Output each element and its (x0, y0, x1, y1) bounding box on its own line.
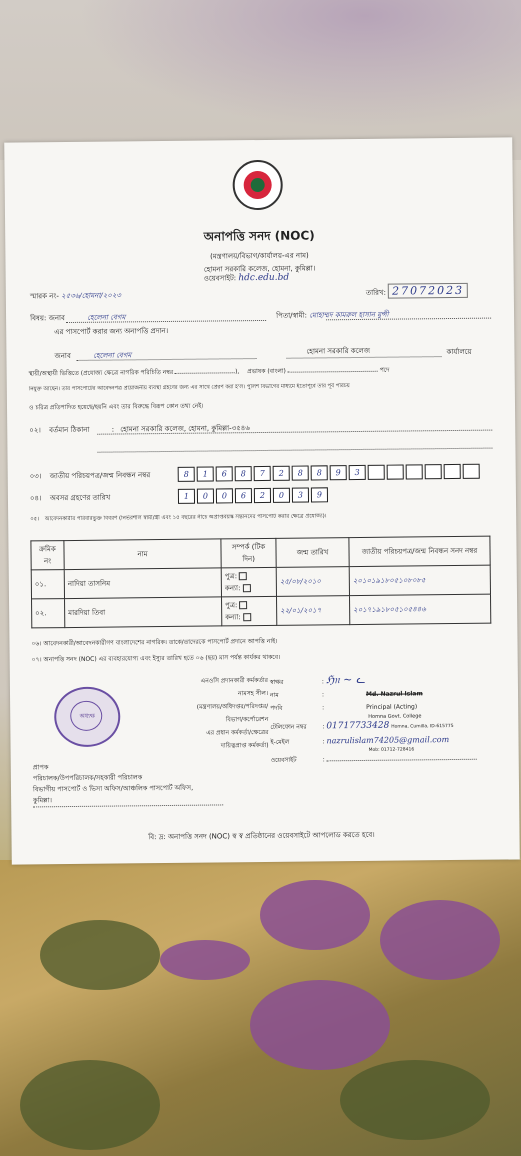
footer-note: বি: দ্র: অনাপত্তি সনদ (NOC) স্ব স্ব প্রতিষ্ঠানের ওয়েবসাইটে আপলোড করতে হবে। (148, 830, 375, 842)
body-line2-c: পদে (379, 366, 390, 374)
digit-box: 1 (197, 467, 214, 482)
row-name: মারদিয়া তিবা (65, 597, 222, 628)
digit-box (406, 464, 423, 479)
line (327, 759, 477, 762)
retire-row (30, 492, 110, 505)
name-value: Md. Nazrul Islam (365, 690, 423, 698)
row-id: ২০১০১৯১৮০৫১০৮০৮৫ (349, 565, 490, 595)
recipient-line: কুমিল্লা। (33, 793, 223, 807)
digit-box: 8 (178, 467, 195, 482)
nid-blank (175, 372, 235, 374)
header-id: জাতীয় পরিচয়পত্র/জন্ম নিবন্ধন সনদ নম্বর (349, 536, 490, 566)
digit-box: 8 (235, 466, 252, 481)
address-value: হোমনা সরকারি কলেজ, হোমনা, কুমিল্লা-৩৫৪৬ (120, 424, 250, 434)
subject-label: বিষয়: (30, 314, 47, 323)
email-value: nazrulislam74205@gmail.com (326, 735, 450, 746)
designation-value: Principal (Acting) (366, 703, 418, 711)
recipient-line: পরিচালক/উপপরিচালক/সহকারী পরিচালক (32, 773, 143, 783)
digit-box: 3 (349, 465, 366, 480)
memo-row (30, 289, 121, 302)
date-label: তারিখ: (365, 288, 386, 297)
children-label: আবেদনকারীর পরিবারভুক্ত বিবরণ (নির্ভরশীল স্বামী/স্ত্রী এবং ১৫ বছরের নীচে অপ্রাপ্তবয়স্ক সন্তানদের পাসপোর্ট করার ক্ষেত্রে প্রযোজ্য)। (44, 513, 327, 523)
body-line2: স্থায়ী/অস্থায়ী ভিত্তিতে (প্রযোজ্য ক্ষেত্রে নাগরিক পরিচিতি নম্বর ), প্রভাষক (বাংলা) পদে (28, 366, 390, 378)
body-line4: ও চরিত্র প্রতিপাদিত হয়েছে/হয়নি এবং তার বিরুদ্ধে বিরূপ কোন তথ্য নেই। (28, 402, 204, 412)
left-line: বিভাগ/কর্পোরেশন (225, 715, 269, 724)
row-name: নাদিয়া তাসনিম (64, 568, 221, 599)
left-line: এনওসি প্রদানকারী কর্মকর্তার (200, 676, 268, 685)
seal-text: অধ্যক্ষ (79, 712, 95, 720)
phone-value: 01717733428 (326, 720, 390, 732)
digit-box: 0 (197, 489, 214, 504)
digit-box (368, 465, 385, 480)
fabric-flower (260, 880, 370, 950)
digit-box (463, 464, 480, 479)
body-line2-a: স্থায়ী/অস্থায়ী ভিত্তিতে (প্রযোজ্য ক্ষেত্রে নাগরিক পরিচিতি নম্বর (28, 368, 174, 378)
left-line: এর প্রধান কর্মকর্তা/ক্ষেত্রের (206, 728, 269, 737)
relation-daughter: কন্যা: (225, 613, 241, 622)
body-office: হোমনা সরকারি কলেজ (306, 346, 371, 356)
line (288, 371, 378, 373)
children-row (30, 511, 508, 524)
background-top (0, 0, 521, 160)
row-dob: ২৫/০৮/২০১০ (276, 567, 349, 597)
fabric-leaf (20, 1060, 160, 1150)
row-serial: ০১. (31, 570, 64, 599)
office-seal-stamp (54, 686, 121, 747)
date-value: 27072023 (388, 283, 468, 299)
body-line3: নিযুক্ত আছেন। তার পাসপোর্টের আবেদনপত্র প্রয়োজনীয় ব্যবস্থা গ্রহণের জন্য এর সাথে প্রেরণ করা হ'ল। পুলিশ বিভাগের মাধ্যমে ইতোপূর্বে তার পূর্ব পরিচয় (28, 383, 350, 393)
digit-box (387, 465, 404, 480)
digit-box: 1 (178, 489, 195, 504)
nid-number: ০৩। (29, 472, 42, 481)
header-name: নাম (64, 539, 221, 570)
digit-box (444, 464, 461, 479)
digit-box (425, 464, 442, 479)
document-subtitle: (মন্ত্রণালয়/বিভাগ/কার্যালয়-এর নাম) (210, 251, 309, 261)
phone-label: টেলিফোন নম্বর (270, 723, 307, 731)
nid-digit-boxes (178, 464, 498, 482)
digit-box: 9 (330, 465, 347, 480)
address-number: ০২। (29, 426, 41, 435)
note-7: ০৭। অনাপত্তি সনদ (NOC) এর ব্যবহারযোগ্য এবং ইস্যুর তারিখ হতে ০৬ (ছয়) মাস পর্যন্ত কার্যকর থাকবে। (31, 653, 281, 664)
designation-label: পদবি (270, 704, 283, 712)
date-row (366, 284, 468, 299)
fabric-flower (250, 980, 390, 1070)
retire-digit-boxes (178, 487, 378, 504)
office-name: হোমনা সরকারি কলেজ, হোমনা, কুমিল্লা। (203, 264, 316, 274)
recipient-block (33, 760, 223, 807)
stamp-line: Mob: 01712-728416 (368, 747, 415, 753)
header-serial: ক্রমিক নং (31, 541, 64, 570)
document-title: অনাপত্তি সনদ (NOC) (203, 228, 315, 244)
address-label: বর্তমান ঠিকানা (49, 425, 90, 435)
fabric-flower (160, 940, 250, 980)
line (97, 448, 492, 453)
fabric-leaf (340, 1060, 490, 1140)
website-row (204, 272, 290, 285)
digit-box: 6 (235, 488, 252, 503)
left-line: নামসহ সীল। (237, 689, 269, 698)
stamp-line: Homna Govt. College (368, 713, 422, 720)
retire-label: অবসর গ্রহণের তারিখ (49, 493, 111, 503)
relation-son: পুত্র: (224, 572, 238, 581)
row-id: ২০১৭১৯১৮০৫১০৫৪৪৬ (349, 594, 490, 624)
digit-box: 7 (254, 466, 271, 481)
signatory-fields (270, 671, 503, 766)
stamp-line: Homna, Cumilla, ID-615775 (391, 724, 454, 730)
body-prefix: জনাব (54, 351, 71, 361)
digit-box: 0 (216, 488, 233, 503)
left-line: (মন্ত্রণালয়/অধিদপ্তর/পরিদপ্তর/ (196, 702, 269, 711)
website-label: ওয়েবসাইট: (203, 274, 237, 283)
left-line: দায়িত্বপ্রাপ্ত কর্মকর্তা) (220, 741, 269, 750)
email-label: ই-মেইল (270, 738, 290, 746)
digit-box: 8 (311, 465, 328, 480)
table-row (32, 594, 491, 628)
signature-scribble: ℌ𝔫 ~ ᓚ (325, 672, 366, 687)
noc-document (4, 137, 520, 864)
subject-prefix: জনাব (48, 314, 65, 323)
row-relation (222, 596, 277, 626)
father-label: পিতা/স্বামী: (276, 311, 308, 320)
row-serial: ০২. (32, 599, 65, 628)
name-label: নাম (269, 691, 279, 699)
fabric-flower (380, 900, 500, 980)
digit-box: 2 (273, 466, 290, 481)
digit-box: 6 (216, 466, 233, 481)
memo-value: ২৫৩৬/হোমনা/২০২৩ (61, 291, 121, 301)
digit-box: 0 (273, 488, 290, 503)
memo-label: স্মারক নং- (29, 292, 59, 301)
name-row: নাম : Md. Nazrul Islam (270, 686, 502, 701)
nid-label: জাতীয় পরিচয়পত্র/জন্ম নিবন্ধন নম্বর (49, 471, 151, 481)
children-number: ০৫। (30, 516, 40, 523)
signature-label: স্বাক্ষর (269, 678, 284, 686)
recipient-line: বিভাগীয় পাসপোর্ট ও ভিসা অফিস/আঞ্চলিক পাসপোর্ট অফিস, (32, 783, 194, 794)
government-emblem (232, 160, 283, 211)
nid-row (30, 469, 151, 482)
signatory-left-block (128, 674, 269, 753)
header-relation: সম্পর্ক (টিক দিন) (221, 538, 276, 568)
signature-row: স্বাক্ষর : ℌ𝔫 ~ ᓚ (270, 671, 502, 688)
address-row: ০২। বর্তমান ঠিকানা : হোমনা সরকারি কলেজ, হোমনা, কুমিল্লা-৩৫৪৬ (29, 424, 250, 435)
website-sig-row: ওয়েবসাইট : (271, 751, 503, 766)
father-name: মোহাম্মদ কামরুল হাসান মুন্সী (309, 310, 389, 320)
website-value: hdc.edu.bd (238, 272, 290, 284)
body-office-suffix: কার্যালয়ে (446, 347, 472, 357)
header-dob: জন্ম তারিখ (276, 538, 349, 568)
family-table (30, 536, 491, 629)
relation-son: পুত্র: (225, 601, 238, 610)
retire-number: ০৪। (29, 494, 42, 503)
relation-daughter: কন্যা: (224, 584, 241, 593)
digit-box: 8 (292, 466, 309, 481)
line (287, 356, 442, 359)
son-checkbox[interactable] (239, 572, 247, 580)
son-checkbox[interactable] (239, 601, 247, 609)
fabric-leaf (40, 920, 160, 990)
background-fabric (0, 860, 521, 1156)
body-designation: প্রভাষক (বাংলা) (247, 367, 286, 376)
phone-row: টেলিফোন নম্বর : 01717733428 Homna, Cumilla, ID-615775 (270, 718, 502, 734)
row-relation (221, 567, 276, 597)
subject-line2: এর পাসপোর্ট করার জন্য অনাপত্তি প্রদান। (54, 326, 169, 337)
digit-box: 3 (292, 488, 309, 503)
digit-box: 9 (311, 487, 328, 502)
website-sig-label: ওয়েবসাইট (270, 756, 297, 764)
daughter-checkbox[interactable] (243, 613, 251, 621)
recipient-line: প্রাপক (32, 763, 49, 772)
email-row: ই-মেইল : nazrulislam74205@gmail.com Mob: 01712-728416 (270, 732, 502, 753)
designation-row: পদবি : Principal (Acting) Homna Govt. College (270, 699, 502, 720)
row-dob: ২২/০১/২০১৭ (276, 596, 349, 626)
digit-box: 2 (254, 488, 271, 503)
note-6: ০৬। আবেদনকারী/আবেদনকারীগণ বাংলাদেশের নাগরিক। তাকে/তাদেরকে পাসপোর্ট প্রদানে আপত্তি নাই। (31, 637, 278, 648)
daughter-checkbox[interactable] (242, 584, 250, 592)
subject-name: হেলেনা বেগম (87, 313, 126, 322)
body-name: হেলেনা বেগম (93, 351, 132, 360)
